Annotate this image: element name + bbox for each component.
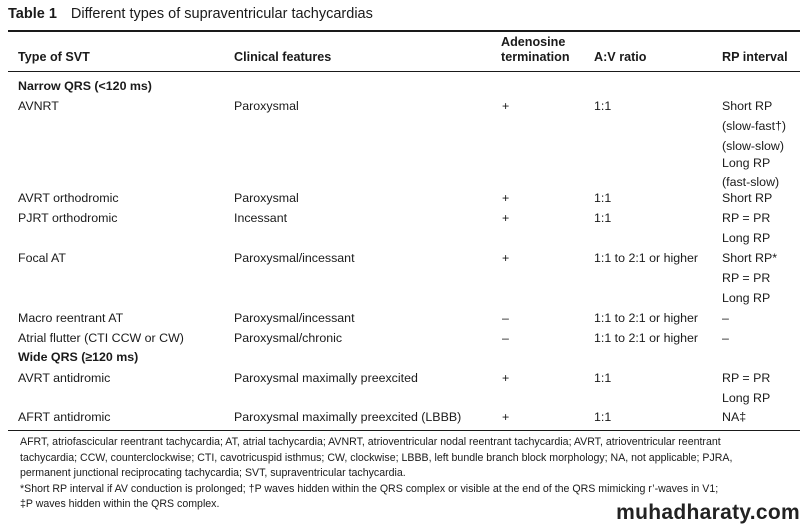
row-clinical: Paroxysmal/incessant: [234, 251, 355, 265]
section-narrow-qrs: Narrow QRS (<120 ms): [18, 79, 152, 93]
row-clinical: Incessant: [234, 211, 288, 225]
row-av-ratio: 1:1: [594, 191, 612, 205]
header-type: Type of SVT: [18, 50, 90, 64]
row-clinical: Paroxysmal maximally preexcited: [234, 371, 418, 385]
row-type: AVRT antidromic: [18, 371, 111, 385]
row-av-ratio: 1:1: [594, 211, 612, 225]
row-adenosine: +: [502, 99, 510, 113]
row-type: AVNRT: [18, 99, 59, 113]
watermark-logo: muhadharaty.com: [616, 501, 800, 524]
header-adenosine-line1: Adenosine: [501, 35, 566, 49]
row-rp: RP = PR: [722, 371, 771, 385]
row-av-ratio: 1:1: [594, 371, 612, 385]
row-clinical: Paroxysmal: [234, 99, 299, 113]
row-rp: Long RP: [722, 391, 771, 405]
top-rule: [8, 30, 800, 32]
row-rp: –: [722, 311, 729, 325]
row-rp: Short RP: [722, 99, 773, 113]
row-type: Macro reentrant AT: [18, 311, 124, 325]
header-rp-interval: RP interval: [722, 50, 788, 64]
row-adenosine: +: [502, 191, 510, 205]
row-clinical: Paroxysmal/incessant: [234, 311, 355, 325]
row-type: Focal AT: [18, 251, 66, 265]
row-rp: RP = PR: [722, 271, 771, 285]
row-rp: –: [722, 331, 729, 345]
table-title: [8, 6, 373, 22]
row-rp: (slow-fast†): [722, 119, 787, 133]
header-av-ratio: A:V ratio: [594, 50, 647, 64]
header-clinical: Clinical features: [234, 50, 332, 64]
row-clinical: Paroxysmal/chronic: [234, 331, 343, 345]
row-clinical: Paroxysmal: [234, 191, 299, 205]
row-adenosine: +: [502, 211, 510, 225]
row-adenosine: +: [502, 371, 510, 385]
table-label: Table 1: [8, 6, 57, 22]
footnote-line: tachycardia; CCW, counterclockwise; CTI, cavotricuspid isthmus; CW, clockwise; LBBB, left bundle branch block morphology; NA, not applicable; PJRA,: [20, 452, 733, 464]
row-av-ratio: 1:1: [594, 99, 612, 113]
bottom-rule: [8, 430, 800, 431]
row-type: AVRT orthodromic: [18, 191, 119, 205]
header-rule: [8, 71, 800, 72]
footnote-line: *Short RP interval if AV conduction is prolonged; †P waves hidden within the QRS complex or visible at the end of the QRS mimicking r’-waves in V1;: [20, 483, 719, 495]
row-type: PJRT orthodromic: [18, 211, 118, 225]
footnote-line: permanent junctional reciprocating tachycardia; SVT, supraventricular tachycardia.: [20, 467, 406, 479]
row-type: AFRT antidromic: [18, 410, 111, 424]
row-adenosine: –: [502, 311, 509, 325]
row-rp: Short RP*: [722, 251, 778, 265]
row-rp: Long RP: [722, 156, 771, 170]
row-rp: (slow-slow): [722, 139, 784, 153]
table-caption: Different types of supraventricular tachycardias: [70, 6, 373, 22]
row-adenosine: +: [502, 251, 510, 265]
row-adenosine: +: [502, 410, 510, 424]
footnote-line: ‡P waves hidden within the QRS complex.: [20, 498, 220, 510]
section-wide-qrs: Wide QRS (≥120 ms): [18, 350, 139, 364]
row-av-ratio: 1:1 to 2:1 or higher: [594, 331, 699, 345]
row-clinical: Paroxysmal maximally preexcited (LBBB): [234, 410, 462, 424]
row-rp: Long RP: [722, 231, 771, 245]
row-rp: Short RP: [722, 191, 773, 205]
row-rp: RP = PR: [722, 211, 771, 225]
row-adenosine: –: [502, 331, 509, 345]
row-av-ratio: 1:1 to 2:1 or higher: [594, 251, 699, 265]
row-rp: Long RP: [722, 291, 771, 305]
row-rp: NA‡: [722, 410, 747, 424]
row-type: Atrial flutter (CTI CCW or CW): [18, 331, 184, 345]
row-av-ratio: 1:1: [594, 410, 612, 424]
header-adenosine-line2: termination: [501, 50, 570, 64]
footnote-line: AFRT, atriofascicular reentrant tachycardia; AT, atrial tachycardia; AVNRT, atrioventricular nodal reentrant tachycardia; AVRT, atrioventricular reentrant: [20, 436, 721, 448]
row-av-ratio: 1:1 to 2:1 or higher: [594, 311, 699, 325]
row-rp: (fast-slow): [722, 175, 780, 189]
